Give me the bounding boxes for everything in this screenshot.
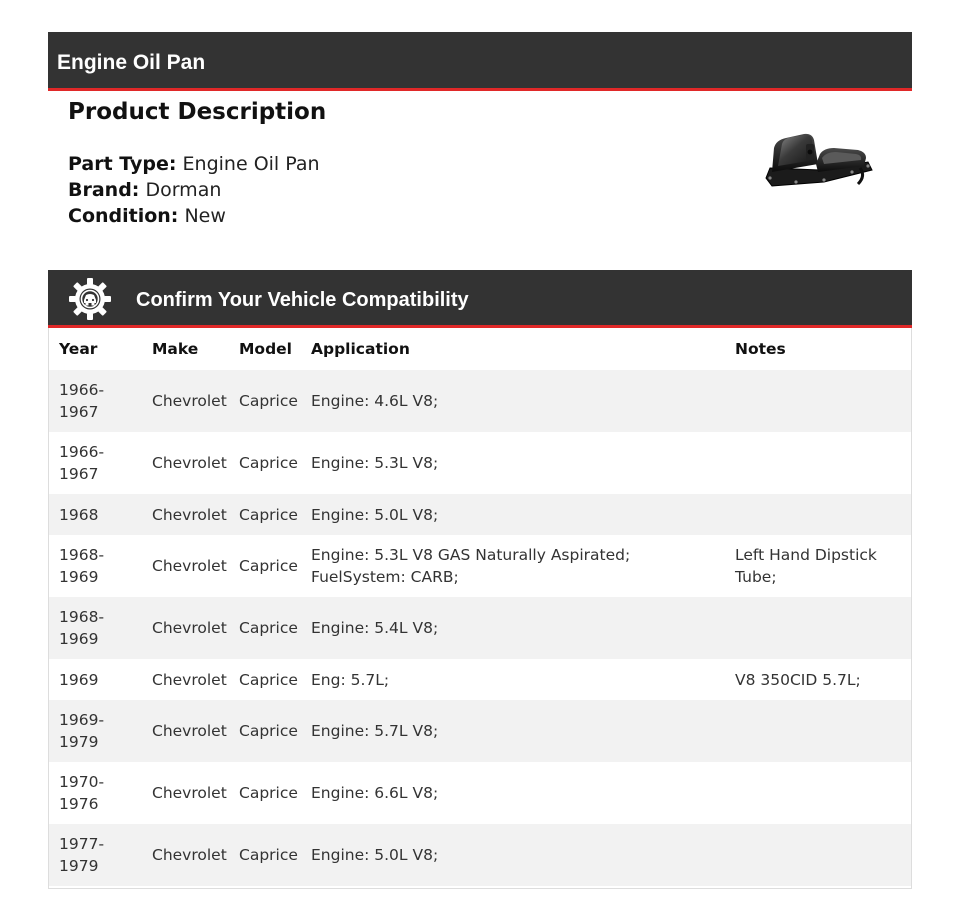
table-row — [49, 370, 911, 432]
cell-make: Chevrolet — [152, 722, 227, 740]
cell-year: 1968- 1969 — [59, 608, 105, 648]
cell-application: Engine: 4.6L V8; — [311, 392, 439, 410]
column-header-notes: Notes — [735, 340, 786, 358]
compatibility-table — [49, 328, 911, 886]
table-row — [49, 535, 911, 597]
cell-year: 1968 — [59, 505, 99, 524]
compatibility-table-container — [48, 328, 912, 889]
cell-make: Chevrolet — [152, 846, 227, 864]
cell-notes — [725, 432, 911, 494]
attribute-label: Part Type: — [68, 153, 177, 175]
table-row — [49, 700, 911, 762]
cell-model: Caprice — [239, 392, 298, 410]
product-description-heading: Product Description — [68, 99, 327, 125]
compatibility-table-body — [49, 370, 911, 886]
attribute-label: Brand: — [68, 179, 140, 201]
cell-notes: Left Hand Dipstick Tube; — [735, 546, 877, 586]
cell-year: 1966- 1967 — [59, 443, 105, 483]
column-header-make: Make — [152, 340, 199, 358]
compatibility-title: Confirm Your Vehicle Compatibility — [136, 289, 469, 311]
attribute-part-type — [68, 151, 868, 177]
column-header-year: Year — [59, 340, 98, 358]
cell-make: Chevrolet — [152, 454, 227, 472]
cell-year: 1969- 1979 — [59, 711, 105, 751]
cell-make: Chevrolet — [152, 392, 227, 410]
cell-application: Engine: 5.3L V8; — [311, 454, 439, 472]
cell-make: Chevrolet — [152, 619, 227, 637]
cell-make: Chevrolet — [152, 505, 227, 524]
cell-year: 1977- 1979 — [59, 835, 105, 875]
cell-application: Engine: 5.3L V8 GAS Naturally Aspirated; FuelSystem: CARB; — [311, 546, 631, 586]
cell-year: 1968- 1969 — [59, 546, 105, 586]
vehicle-compatibility-bar — [48, 270, 912, 328]
cell-application: Engine: 5.0L V8; — [311, 505, 439, 524]
product-title-bar — [48, 32, 912, 91]
column-header-application: Application — [311, 340, 410, 358]
cell-notes: V8 350CID 5.7L; — [735, 670, 861, 689]
cell-model: Caprice — [239, 619, 298, 637]
attribute-value: New — [184, 205, 226, 227]
cell-notes — [725, 700, 911, 762]
table-row — [49, 597, 911, 659]
table-row — [49, 762, 911, 824]
cell-year: 1970- 1976 — [59, 773, 105, 813]
product-attributes — [68, 151, 868, 229]
cell-application: Engine: 6.6L V8; — [311, 784, 439, 802]
table-row — [49, 659, 911, 700]
attribute-condition — [68, 203, 868, 229]
cell-model: Caprice — [239, 722, 298, 740]
cell-year: 1969 — [59, 670, 99, 689]
cell-model: Caprice — [239, 846, 298, 864]
cell-application: Engine: 5.7L V8; — [311, 722, 439, 740]
cell-model: Caprice — [239, 505, 298, 524]
product-title: Engine Oil Pan — [57, 51, 206, 74]
cell-notes — [725, 762, 911, 824]
table-row — [49, 824, 911, 886]
oil-pan-product-image — [760, 128, 874, 198]
cell-notes — [725, 597, 911, 659]
cell-application: Engine: 5.0L V8; — [311, 846, 439, 864]
cell-application: Engine: 5.4L V8; — [311, 619, 439, 637]
cell-model: Caprice — [239, 784, 298, 802]
cell-notes — [725, 824, 911, 886]
table-row — [49, 494, 911, 535]
attribute-label: Condition: — [68, 205, 179, 227]
cell-application: Eng: 5.7L; — [311, 670, 390, 689]
table-row — [49, 432, 911, 494]
attribute-value: Dorman — [145, 179, 222, 201]
cell-model: Caprice — [239, 454, 298, 472]
cell-notes — [725, 494, 911, 535]
cell-model: Caprice — [239, 670, 298, 689]
product-description-section — [68, 97, 868, 229]
cell-make: Chevrolet — [152, 557, 227, 575]
attribute-value: Engine Oil Pan — [182, 153, 320, 175]
column-header-model: Model — [239, 340, 292, 358]
cell-make: Chevrolet — [152, 784, 227, 802]
cell-model: Caprice — [239, 557, 298, 575]
cell-notes — [725, 370, 911, 432]
gear-car-icon — [69, 278, 111, 320]
cell-make: Chevrolet — [152, 670, 227, 689]
cell-year: 1966- 1967 — [59, 381, 105, 421]
attribute-brand — [68, 177, 868, 203]
table-header-row — [49, 328, 911, 370]
